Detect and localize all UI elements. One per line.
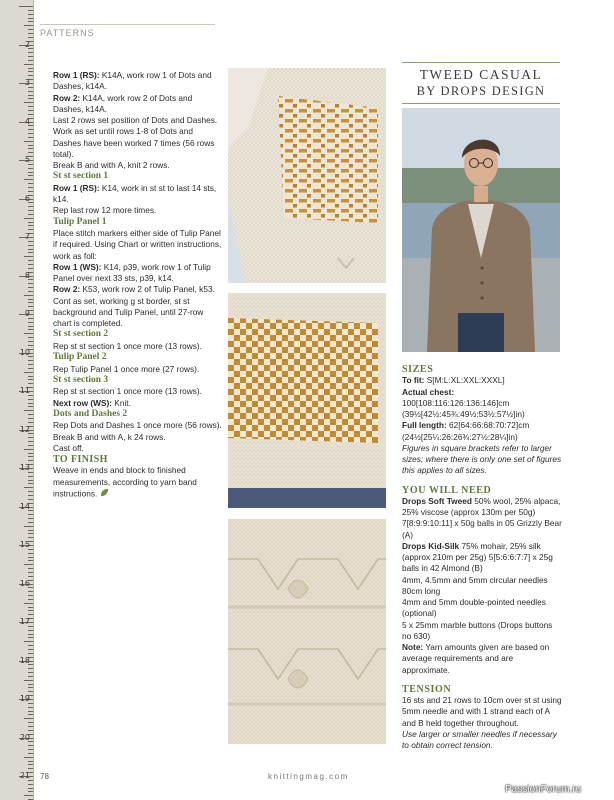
- ruler-tick: [28, 376, 33, 377]
- ruler-tick: [28, 568, 33, 569]
- ruler-tick: [28, 341, 33, 342]
- ruler-number: 16: [19, 578, 30, 588]
- ruler-tick: [28, 14, 33, 15]
- ruler-tick: [28, 476, 33, 477]
- ruler-tick: [28, 268, 33, 269]
- pattern-title-box: [402, 62, 560, 104]
- ruler-number: 8: [24, 270, 30, 280]
- ruler-tick: [28, 634, 33, 635]
- ruler-tick: [28, 676, 33, 677]
- ruler-number: 14: [19, 501, 30, 511]
- ruler-tick: [24, 372, 33, 373]
- ruler-tick: [28, 768, 33, 769]
- ruler-tick: [28, 788, 33, 789]
- ruler-tick: [24, 218, 33, 219]
- ruler-tick: [24, 64, 33, 65]
- model-photo: [402, 108, 560, 352]
- ruler-tick: [28, 225, 33, 226]
- ruler-tick: [28, 749, 33, 750]
- yarn-2: Drops Kid-Silk 75% mohair, 25% silk (approx 210m per 25g) 5[5:6:6:7:7] x 25g balls in 42 Almond (B): [402, 540, 553, 574]
- ruler-tick: [28, 518, 33, 519]
- ruler-tick: [28, 222, 33, 223]
- footer-site-link[interactable]: knittingmag.com: [268, 772, 349, 781]
- page-number: 78: [40, 772, 49, 781]
- instruction-text: Rep Tulip Panel 1 once more (27 rows).: [53, 363, 200, 374]
- ruler-tick: [28, 537, 33, 538]
- ruler-tick: [28, 761, 33, 762]
- ruler-tick: [28, 453, 33, 454]
- ruler-number: 4: [24, 116, 30, 126]
- ruler-tick: [28, 368, 33, 369]
- ruler-tick: [24, 526, 33, 527]
- ruler-tick: [19, 6, 33, 7]
- ruler-tick: [24, 256, 33, 257]
- ruler-tick: [28, 437, 33, 438]
- ruler-tick: [24, 603, 33, 604]
- size-to-fit: To fit: S[M:L:XL:XXL:XXXL]: [402, 375, 505, 386]
- ruler-tick: [28, 672, 33, 673]
- tension-note: Use larger or smaller needles if necessary to obtain correct tension.: [402, 728, 557, 750]
- ruler-tick: [28, 183, 33, 184]
- ruler-tick: [24, 564, 33, 565]
- ruler-tick: [28, 260, 33, 261]
- ruler-tick: [28, 145, 33, 146]
- ruler-tick: [28, 480, 33, 481]
- instruction-row: Row 2: K53, work row 2 of Tulip Panel, k53.: [53, 284, 215, 295]
- ruler-tick: [28, 414, 33, 415]
- subheading-st-section-2: St st section 2: [53, 329, 109, 340]
- ruler-tick: [28, 175, 33, 176]
- ruler-tick: [28, 441, 33, 442]
- ruler-tick: [28, 379, 33, 380]
- ruler-tick: [28, 637, 33, 638]
- ruler-tick: [28, 168, 33, 169]
- ruler-tick: [28, 229, 33, 230]
- instruction-row: Row 1 (RS): K14, work in st st to last 14 sts, k14.: [53, 182, 217, 204]
- section-label: PATTERNS: [40, 24, 215, 38]
- ruler-tick: [28, 95, 33, 96]
- ruler-tick: [24, 295, 33, 296]
- instruction-text: Last 2 rows set position of Dots and Dashes. Work as set until rows 1-8 of Dots and Dashes have been worked 7 times (56 rows total).: [53, 115, 218, 159]
- ruler-tick: [28, 206, 33, 207]
- ruler-tick: [28, 29, 33, 30]
- you-will-need-heading: YOU WILL NEED: [402, 484, 492, 496]
- ruler-tick: [24, 757, 33, 758]
- ruler-tick: [24, 333, 33, 334]
- ruler-tick: [28, 210, 33, 211]
- ruler-tick: [28, 653, 33, 654]
- needles-circular: 4mm, 4.5mm and 5mm circular needles 80cm long: [402, 574, 548, 596]
- ruler-tick: [28, 18, 33, 19]
- ruler-number: 15: [19, 540, 30, 549]
- ruler-tick: [24, 449, 33, 450]
- ruler-tick: [28, 291, 33, 292]
- ruler-tick: [28, 306, 33, 307]
- ruler-tick: [24, 680, 33, 681]
- instruction-text: Place stitch markers either side of Tulip Panel if required. Using Chart or written instructions, work as foll:: [53, 228, 222, 261]
- ruler-tick: [28, 364, 33, 365]
- ruler-number: 13: [19, 463, 30, 472]
- ruler-tick: [28, 345, 33, 346]
- ruler-tick: [28, 691, 33, 692]
- ruler-tick: [28, 110, 33, 111]
- ruler-tick: [28, 137, 33, 138]
- watermark: PassionForum.ru: [505, 784, 582, 795]
- ruler-tick: [28, 329, 33, 330]
- tension-text: 16 sts and 21 rows to 10cm over st st using 5mm needle and with 1 strand each of A and B held together throughout.: [402, 695, 562, 728]
- ruler-tick: [28, 302, 33, 303]
- ruler-tick: [28, 326, 33, 327]
- ruler-tick: [28, 599, 33, 600]
- instruction-text: Rep last row 12 more times.: [53, 205, 157, 216]
- ruler-tick: [28, 106, 33, 107]
- ruler-tick: [28, 114, 33, 115]
- ruler-tick: [28, 557, 33, 558]
- ruler-tick: [28, 614, 33, 615]
- instruction-row: Row 1 (RS): K14A, work row 1 of Dots and Dashes, k14A.: [53, 70, 212, 92]
- ruler-number: 20: [19, 732, 30, 742]
- ruler-tick: [28, 21, 33, 22]
- ruler-tick: [28, 172, 33, 173]
- ruler-tick: [28, 252, 33, 253]
- ruler-tick: [28, 337, 33, 338]
- size-chest: Actual chest: 100[108:116:126:136:146]cm (39½[42½:45¾:49½:53½:57½]in): [402, 386, 525, 419]
- instruction-text: Rep st st section 1 once more (13 rows).: [53, 386, 202, 397]
- ruler-tick: [24, 102, 33, 103]
- ruler-tick: [28, 607, 33, 608]
- ruler-tick: [28, 187, 33, 188]
- ruler-tick: [28, 591, 33, 592]
- ruler-number: 10: [19, 347, 30, 357]
- ruler-tick: [28, 514, 33, 515]
- ruler-tick: [28, 322, 33, 323]
- needles-dpn: 4mm and 5mm double-pointed needles (optional): [402, 597, 546, 619]
- ruler-tick: [28, 553, 33, 554]
- ruler-tick: [24, 641, 33, 642]
- ruler-tick: [28, 533, 33, 534]
- ruler-tick: [28, 495, 33, 496]
- ruler-tick: [28, 148, 33, 149]
- pattern-details: [402, 364, 562, 751]
- ruler-tick: [28, 214, 33, 215]
- ruler-number: 12: [19, 424, 30, 434]
- instruction-row: Row 1 (WS): K14, p39, work row 1 of Tulip Panel over next 33 sts, p39, k14.: [53, 261, 211, 283]
- pattern-designer: BY DROPS DESIGN: [416, 84, 546, 98]
- ruler-tick: [24, 718, 33, 719]
- ruler-tick: [28, 456, 33, 457]
- buttons-requirement: 5 x 25mm marble buttons (Drops buttons no 630): [402, 619, 553, 641]
- ruler-tick: [28, 483, 33, 484]
- ruler-tick: [28, 75, 33, 76]
- ruler-tick: [28, 60, 33, 61]
- instruction-row: Row 2: K14A, work row 2 of Dots and Dashes, k14A.: [53, 92, 193, 114]
- instruction-text: Break B and with A, knit 2 rows.: [53, 160, 170, 170]
- instruction-text: Rep st st section 1 once more (13 rows).: [53, 340, 202, 351]
- ruler-tick: [28, 668, 33, 669]
- subheading-st-section-3: St st section 3: [53, 374, 109, 385]
- subheading-tulip-panel-2: Tulip Panel 2: [53, 352, 107, 362]
- ruler-tick: [24, 141, 33, 142]
- ruler-tick: [28, 707, 33, 708]
- tension-heading: TENSION: [402, 683, 452, 695]
- ruler-tick: [28, 133, 33, 134]
- ruler-tick: [28, 56, 33, 57]
- ruler-tick: [28, 722, 33, 723]
- ruler-tick: [28, 595, 33, 596]
- ruler-tick: [28, 152, 33, 153]
- ruler-tick: [28, 445, 33, 446]
- ruler-tick: [24, 25, 33, 26]
- ruler-tick: [28, 299, 33, 300]
- ruler-tick: [28, 610, 33, 611]
- ruler-tick: [28, 791, 33, 792]
- ruler-tick: [28, 383, 33, 384]
- ruler-tick: [28, 499, 33, 500]
- pattern-instructions: [53, 70, 223, 500]
- ruler-tick: [28, 684, 33, 685]
- measuring-tape: [0, 0, 34, 800]
- ruler-tick: [28, 726, 33, 727]
- blanket-photo-tulip-lace: [228, 519, 386, 744]
- ruler-tick: [28, 745, 33, 746]
- size-length: Full length: 62[64:66:68:70:72]cm (24½[25¼:26:26¾:27½:28¼]in): [402, 420, 530, 442]
- ruler-tick: [28, 360, 33, 361]
- ruler-number: 9: [24, 309, 30, 318]
- sizes-heading: SIZES: [402, 364, 434, 375]
- ruler-tick: [28, 418, 33, 419]
- ruler-tick: [28, 576, 33, 577]
- instruction-text: Cont as set, working g st border, st st background and Tulip Panel, until 27-row chart is completed.: [53, 295, 204, 328]
- leaf-icon: [100, 488, 109, 500]
- ruler-tick: [28, 98, 33, 99]
- subheading-st-section-1: St st section 1: [53, 171, 109, 182]
- ruler-number: 5: [24, 155, 30, 164]
- ruler-tick: [28, 71, 33, 72]
- yarn-note: Note: Yarn amounts given are based on average requirements and are approximate.: [402, 642, 550, 675]
- ruler-tick: [28, 37, 33, 38]
- blanket-photo-dots-dashes: [228, 68, 386, 283]
- instruction-text: Cast off.: [53, 442, 84, 453]
- ruler-tick: [28, 403, 33, 404]
- ruler-tick: [24, 410, 33, 411]
- ruler-tick: [28, 264, 33, 265]
- subheading-tulip-panel-1: Tulip Panel 1: [53, 216, 107, 227]
- ruler-tick: [28, 191, 33, 192]
- ruler-tick: [28, 560, 33, 561]
- ruler-tick: [28, 753, 33, 754]
- yarn-1: Drops Soft Tweed 50% wool, 25% alpaca, 25% viscose (approx 130m per 50g) 7[8:9:9:10:11] x 50g balls in 05 Grizzly Bear (A): [402, 495, 562, 540]
- ruler-tick: [28, 287, 33, 288]
- ruler-number: 19: [19, 694, 30, 703]
- ruler-number: 2: [24, 39, 30, 49]
- ruler-number: 21: [19, 771, 30, 780]
- instruction-text: Rep Dots and Dashes 1 once more (56 rows).: [53, 420, 222, 431]
- pattern-title: TWEED CASUAL: [419, 67, 543, 82]
- ruler-tick: [28, 422, 33, 423]
- ruler-number: 7: [24, 232, 30, 241]
- ruler-number: 17: [19, 617, 30, 626]
- ruler-number: 11: [19, 386, 30, 395]
- ruler-tick: [28, 283, 33, 284]
- finish-text: Weave in ends and block to finished measurements, according to yarn band instructions.: [53, 465, 197, 499]
- ruler-tick: [28, 249, 33, 250]
- ruler-tick: [28, 460, 33, 461]
- blanket-photo-checker: [228, 293, 386, 508]
- ruler-tick: [28, 784, 33, 785]
- instruction-text: Break B and with A, k 24 rows.: [53, 431, 166, 442]
- ruler-tick: [28, 649, 33, 650]
- ruler-tick: [28, 687, 33, 688]
- ruler-tick: [28, 129, 33, 130]
- ruler-tick: [28, 245, 33, 246]
- ruler-tick: [28, 630, 33, 631]
- ruler-tick: [28, 52, 33, 53]
- ruler-number: 6: [24, 193, 30, 203]
- ruler-tick: [28, 10, 33, 11]
- ruler-number: 18: [19, 655, 30, 665]
- ruler-tick: [28, 572, 33, 573]
- ruler-tick: [28, 522, 33, 523]
- ruler-number: 3: [24, 78, 30, 87]
- ruler-tick: [24, 487, 33, 488]
- ruler-tick: [28, 530, 33, 531]
- sizes-note: Figures in square brackets refer to larger sizes; where there is only one set of figures this applies to all sizes.: [402, 442, 562, 476]
- ruler-tick: [24, 795, 33, 796]
- ruler-tick: [24, 179, 33, 180]
- ruler-tick: [28, 730, 33, 731]
- ruler-tick: [28, 764, 33, 765]
- ruler-tick: [28, 645, 33, 646]
- ruler-tick: [28, 33, 33, 34]
- ruler-tick: [28, 91, 33, 92]
- ruler-tick: [28, 399, 33, 400]
- ruler-tick: [28, 68, 33, 69]
- instruction-row: Next row (WS): Knit.: [53, 397, 131, 408]
- ruler-tick: [28, 406, 33, 407]
- subheading-dots-dashes-2: Dots and Dashes 2: [53, 408, 128, 419]
- to-finish-heading: TO FINISH: [53, 454, 108, 465]
- ruler-tick: [28, 491, 33, 492]
- ruler-tick: [28, 711, 33, 712]
- ruler-tick: [28, 714, 33, 715]
